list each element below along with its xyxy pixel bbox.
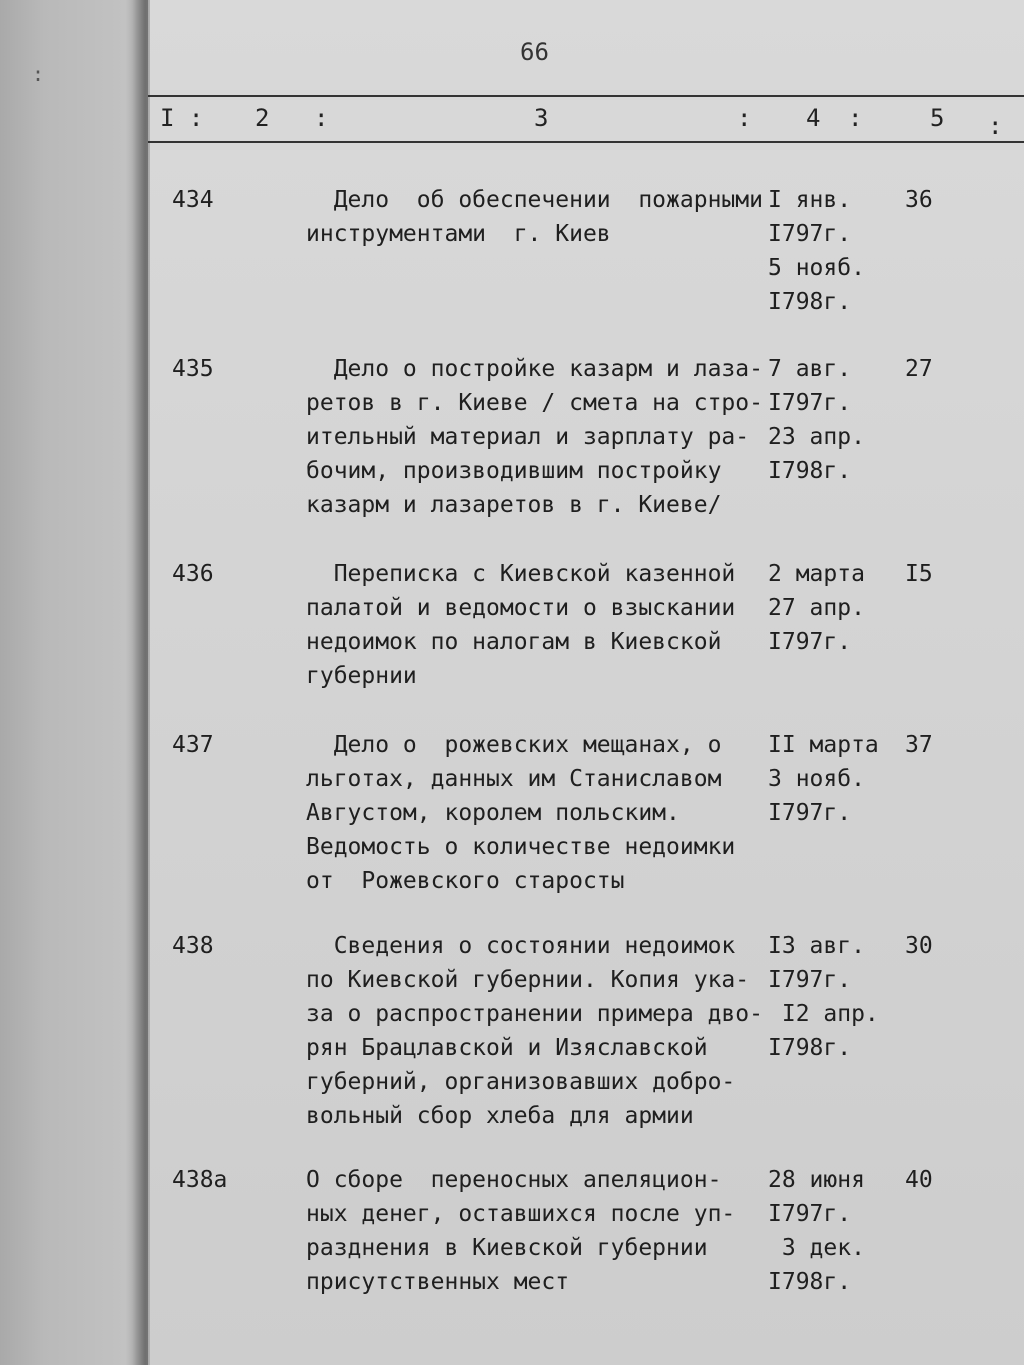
entry-dates: 2 марта 27 апр. I797г. xyxy=(768,561,865,655)
entry-sheet-count: I5 xyxy=(905,561,933,587)
entry-description: Дело о постройке казарм и лаза- ретов в г. Киеве / смета на стро- ительный материал и зарплату ра- бочим, производившим постройку казарм и лазаретов в г. Киеве/ xyxy=(306,356,763,518)
entry-number: 438а xyxy=(172,1167,228,1193)
entry-sheet-count: 40 xyxy=(905,1167,933,1193)
margin-mark: : xyxy=(32,62,45,86)
entry-sheet-count: 37 xyxy=(905,732,933,758)
column-5-separator: : xyxy=(988,112,1003,140)
entry-description: Дело об обеспечении пожарными инструментами г. Киев xyxy=(306,187,763,247)
header-bottom-rule xyxy=(148,141,1024,143)
entry-dates: II марта 3 нояб. I797г. xyxy=(768,732,879,826)
entry-description: Сведения о состоянии недоимок по Киевской губернии. Копия ука- за о распространении примера дво- рян Брацлавской и Изяславской губерний, организовавших добро- вольный сбор хлеба для армии xyxy=(306,933,763,1129)
entry-dates: 7 авг. I797г. 23 апр. I798г. xyxy=(768,356,865,484)
column-2-header: 2 xyxy=(255,104,270,132)
entry-description: О сборе переносных апеляцион- ных денег, оставшихся после уп- разднения в Киевской губернии присутственных мест xyxy=(306,1167,736,1295)
column-4-separator: : xyxy=(848,104,863,132)
column-3-header: 3 xyxy=(534,104,549,132)
entry-description: Переписка с Киевской казенной палатой и ведомости о взыскании недоимок по налогам в Киевской губернии xyxy=(306,561,736,689)
entry-sheet-count: 36 xyxy=(905,187,933,213)
column-5-header: 5 xyxy=(930,104,945,132)
previous-page-margin xyxy=(0,0,148,1365)
entry-description: Дело о рожевских мещанах, о льготах, данных им Станиславом Августом, королем польским. Ведомость о количестве недоимки от Рожевского старосты xyxy=(306,732,736,894)
entry-number: 438 xyxy=(172,933,214,959)
page-number: 66 xyxy=(520,38,549,66)
entry-dates: I янв. I797г. 5 нояб. I798г. xyxy=(768,187,865,315)
column-4-header: 4 xyxy=(806,104,821,132)
column-1-header: I : xyxy=(160,104,204,132)
header-top-rule xyxy=(148,95,1024,97)
column-3-separator: : xyxy=(737,104,752,132)
entry-sheet-count: 30 xyxy=(905,933,933,959)
entry-number: 437 xyxy=(172,732,214,758)
entry-dates: I3 авг. I797г. I2 апр. I798г. xyxy=(768,933,879,1061)
entry-number: 434 xyxy=(172,187,214,213)
entry-sheet-count: 27 xyxy=(905,356,933,382)
entry-number: 436 xyxy=(172,561,214,587)
entry-number: 435 xyxy=(172,356,214,382)
entry-dates: 28 июня I797г. 3 дек. I798г. xyxy=(768,1167,865,1295)
column-2-separator: : xyxy=(314,104,329,132)
